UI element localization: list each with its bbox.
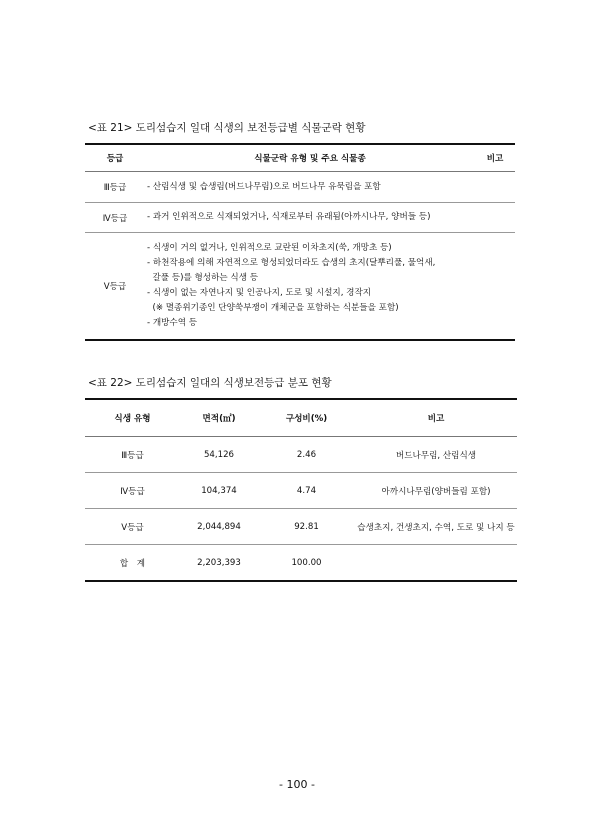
description-line: 갈풀 등)를 형성하는 식생 등 (147, 272, 259, 283)
note-cell (475, 233, 515, 340)
type-cell: Ⅳ등급 (85, 473, 180, 509)
area-cell: 2,044,894 (180, 509, 258, 545)
table22-caption: <표 22> 도리섬습지 일대의 식생보전등급 분포 현황 (88, 377, 332, 389)
header-note: 비고 (475, 144, 515, 172)
header-grade: 등급 (85, 144, 145, 172)
ratio-cell: 100.00 (258, 545, 355, 582)
description-line: - 하천작용에 의해 자연적으로 형성되었더라도 습생의 초지(달뿌리풀, 물억새, (147, 257, 436, 268)
type-cell: 합 계 (85, 545, 180, 582)
description-line: - 개방수역 등 (147, 317, 198, 328)
header-type: 식생 유형 (85, 399, 180, 437)
note-cell: 아까시나무림(양버들림 포함) (355, 473, 517, 509)
description-line: - 과거 인위적으로 식재되었거나, 식재로부터 유래됨(아까시나무, 양버들 등) (147, 212, 431, 222)
header-ratio: 구성비(%) (258, 399, 355, 437)
description-line: - 식생이 없는 자연나지 및 인공나지, 도로 및 시설지, 경작지 (147, 287, 372, 298)
grade-cell: Ⅳ등급 (85, 203, 145, 233)
area-cell: 54,126 (180, 437, 258, 473)
table21-caption: <표 21> 도리섬습지 일대 식생의 보전등급별 식물군락 현황 (88, 122, 366, 134)
page-number: - 100 - (279, 778, 315, 791)
ratio-cell: 2.46 (258, 437, 355, 473)
table-row (85, 172, 515, 203)
area-cell: 104,374 (180, 473, 258, 509)
ratio-cell: 4.74 (258, 473, 355, 509)
description-cell (145, 233, 475, 340)
table-row (85, 233, 515, 340)
grade-cell: Ⅲ등급 (85, 172, 145, 203)
description-cell (145, 203, 475, 233)
note-cell (475, 203, 515, 233)
type-cell: Ⅴ등급 (85, 509, 180, 545)
header-description: 식물군락 유형 및 주요 식물종 (145, 144, 475, 172)
header-area: 면적(㎡) (180, 399, 258, 437)
type-cell: Ⅲ등급 (85, 437, 180, 473)
table-row (85, 473, 517, 509)
note-cell: 버드나무림, 산림식생 (355, 437, 517, 473)
table-row (85, 203, 515, 233)
note-cell: 습생초지, 건생초지, 수역, 도로 및 나지 등 (355, 509, 517, 545)
description-line: - 산림식생 및 습생림(버드나무림)으로 버드나무 유묵림을 포함 (147, 181, 381, 192)
table-row (85, 437, 517, 473)
grade-cell: Ⅴ등급 (85, 233, 145, 340)
note-cell (355, 545, 517, 582)
table21-vegetation-grade-communities (85, 143, 515, 341)
table-header-row (85, 144, 515, 172)
note-cell (475, 172, 515, 203)
table-row-total (85, 545, 517, 582)
ratio-cell: 92.81 (258, 509, 355, 545)
area-cell: 2,203,393 (180, 545, 258, 582)
description-cell (145, 172, 475, 203)
table22-vegetation-grade-distribution (85, 398, 517, 582)
table-header-row (85, 399, 517, 437)
description-line: - 식생이 거의 없거나, 인위적으로 교란된 이차초지(쑥, 개망초 등) (147, 242, 392, 253)
header-note: 비고 (355, 399, 517, 437)
table-row (85, 509, 517, 545)
description-line: (※ 멸종위기종인 단양쑥부쟁이 개체군을 포함하는 식분들을 포함) (147, 302, 399, 313)
